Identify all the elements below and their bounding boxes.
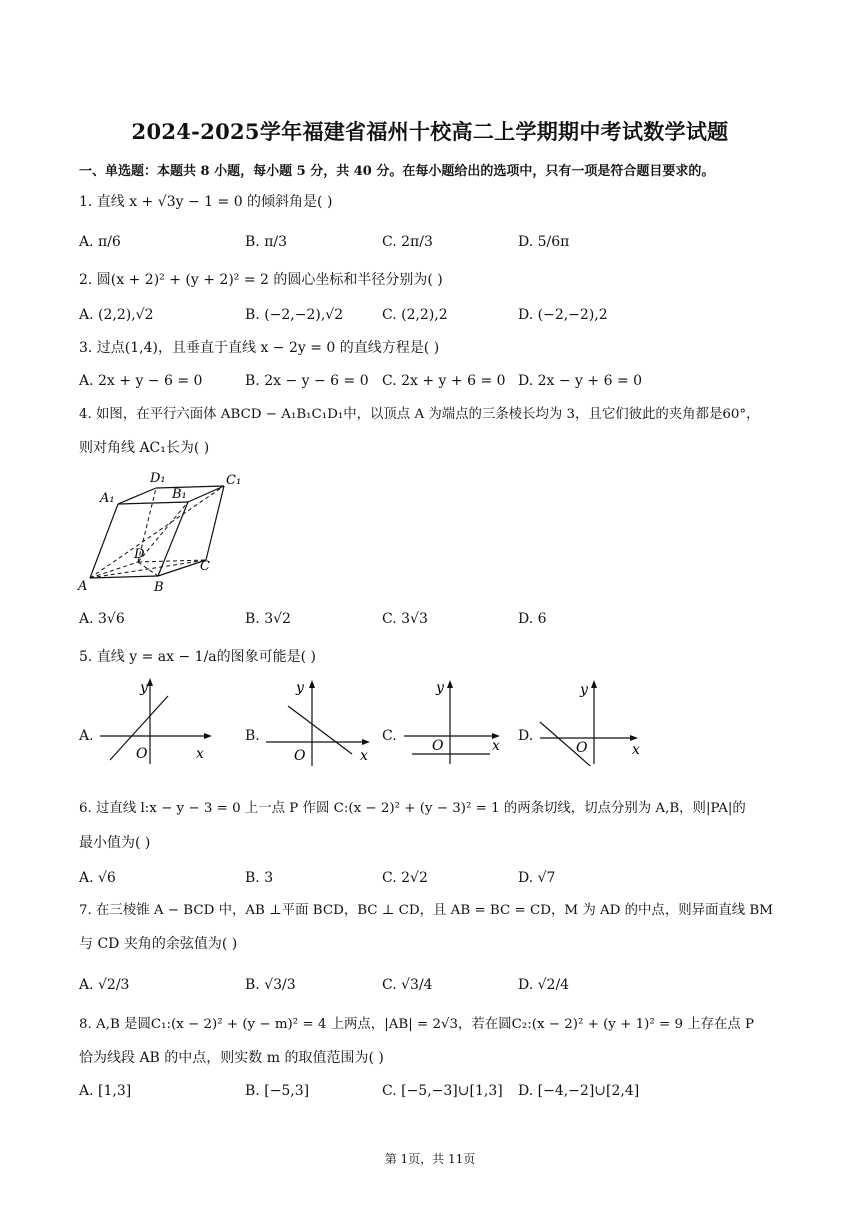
section-heading: 一、单选题：本题共 8 小题，每小题 5 分，共 40 分。在每小题给出的选项中，只有一项是符合题目要求的。 (79, 164, 715, 179)
q1-option-d: D. 5/6π (518, 234, 570, 250)
q3-option-c: C. 2x + y + 6 = 0 (382, 373, 506, 389)
q4-option-c: C. 3√3 (382, 611, 428, 627)
q6-option-b: B. 3 (245, 870, 274, 886)
q1-option-b: B. π/3 (245, 234, 288, 250)
q1-option-c: C. 2π/3 (382, 234, 433, 250)
q4-option-a: A. 3√6 (79, 611, 125, 627)
q5-graph-c (398, 678, 514, 766)
label-d1: D₁ (150, 471, 166, 486)
q5c-x-label: x (492, 738, 500, 754)
question-7-stem: 7. 在三棱锥 A − BCD 中，AB ⊥平面 BCD，BC ⊥ CD，且 AB = BC = CD，M 为 AD 的中点，则异面直线 BM (79, 903, 773, 918)
q5d-y-label: y (580, 682, 588, 698)
q2-option-a: A. (2,2),√2 (79, 307, 154, 323)
q5b-y-label: y (296, 680, 304, 696)
q2-option-d: D. (−2,−2),2 (518, 307, 608, 323)
page-title: 2024-2025学年福建省福州十校高二上学期期中考试数学试题 (131, 119, 729, 144)
label-a: A (78, 579, 88, 594)
q5-option-a: A. (79, 728, 94, 744)
label-d: D (134, 547, 145, 562)
q5-graph-b (262, 678, 378, 766)
q5-option-c: C. (382, 728, 397, 744)
question-5-stem: 5. 直线 y = ax − 1/a的图象可能是( ) (79, 649, 317, 665)
q5-graph-a (96, 678, 212, 766)
q2-option-b: B. (−2,−2),√2 (245, 307, 344, 323)
q5-graph-d (534, 678, 650, 766)
q5c-origin: O (432, 738, 444, 754)
question-7-stem-line2: 与 CD 夹角的余弦值为( ) (79, 936, 238, 952)
q5a-y-label: y (140, 680, 148, 696)
q5a-x-label: x (196, 746, 204, 762)
q5a-origin: O (136, 746, 148, 762)
q8-option-a: A. [1,3] (79, 1083, 132, 1099)
q5c-y-label: y (436, 680, 444, 696)
q6-option-c: C. 2√2 (382, 870, 428, 886)
q7-option-d: D. √2/4 (518, 977, 570, 993)
q6-option-d: D. √7 (518, 870, 556, 886)
q5d-origin: O (576, 740, 588, 756)
q5d-x-label: x (632, 742, 640, 758)
q4-option-d: D. 6 (518, 611, 547, 627)
question-2-stem: 2. 圆(x + 2)² + (y + 2)² = 2 的圆心坐标和半径分别为( ) (79, 272, 443, 288)
q5-option-d: D. (518, 728, 534, 744)
q1-option-a: A. π/6 (79, 234, 121, 250)
label-a1: A₁ (100, 491, 115, 506)
q8-option-c: C. [−5,−3]∪[1,3] (382, 1083, 503, 1099)
q5-option-b: B. (245, 728, 260, 744)
question-6-stem: 6. 过直线 l:x − y − 3 = 0 上一点 P 作圆 C:(x − 2)² + (y − 3)² = 1 的两条切线，切点分别为 A,B，则|PA|的 (79, 801, 746, 816)
q4-option-b: B. 3√2 (245, 611, 291, 627)
q5b-origin: O (294, 748, 306, 764)
q3-option-d: D. 2x − y + 6 = 0 (518, 373, 643, 389)
q7-option-a: A. √2/3 (79, 977, 130, 993)
question-8-stem-line2: 恰为线段 AB 的中点，则实数 m 的取值范围为( ) (79, 1050, 384, 1066)
parallelepiped-figure (76, 466, 256, 596)
q7-option-c: C. √3/4 (382, 977, 433, 993)
label-c1: C₁ (226, 473, 242, 488)
q7-option-b: B. √3/3 (245, 977, 296, 993)
question-8-stem: 8. A,B 是圆C₁:(x − 2)² + (y − m)² = 4 上两点，|AB| = 2√3，若在圆C₂:(x − 2)² + (y + 1)² = 9 上存在点 P (79, 1017, 755, 1032)
question-3-stem: 3. 过点(1,4)，且垂直于直线 x − 2y = 0 的直线方程是( ) (79, 340, 440, 356)
q2-option-c: C. (2,2),2 (382, 307, 448, 323)
page-footer: 第 1页，共 11页 (384, 1152, 476, 1166)
q3-option-b: B. 2x − y − 6 = 0 (245, 373, 369, 389)
q6-option-a: A. √6 (79, 870, 116, 886)
label-b1: B₁ (172, 487, 187, 502)
label-c: C (200, 559, 210, 574)
q3-option-a: A. 2x + y − 6 = 0 (79, 373, 203, 389)
question-1-stem: 1. 直线 x + √3y − 1 = 0 的倾斜角是( ) (79, 194, 333, 210)
q8-option-b: B. [−5,3] (245, 1083, 310, 1099)
q8-option-d: D. [−4,−2]∪[2,4] (518, 1083, 640, 1099)
label-b: B (154, 580, 164, 595)
question-4-stem: 4. 如图，在平行六面体 ABCD − A₁B₁C₁D₁中，以顶点 A 为端点的三条棱长均为 3，且它们彼此的夹角都是60°， (79, 407, 760, 422)
question-4-stem-line2: 则对角线 AC₁长为( ) (79, 440, 210, 456)
question-6-stem-line2: 最小值为( ) (79, 835, 151, 851)
q5b-x-label: x (360, 748, 368, 764)
